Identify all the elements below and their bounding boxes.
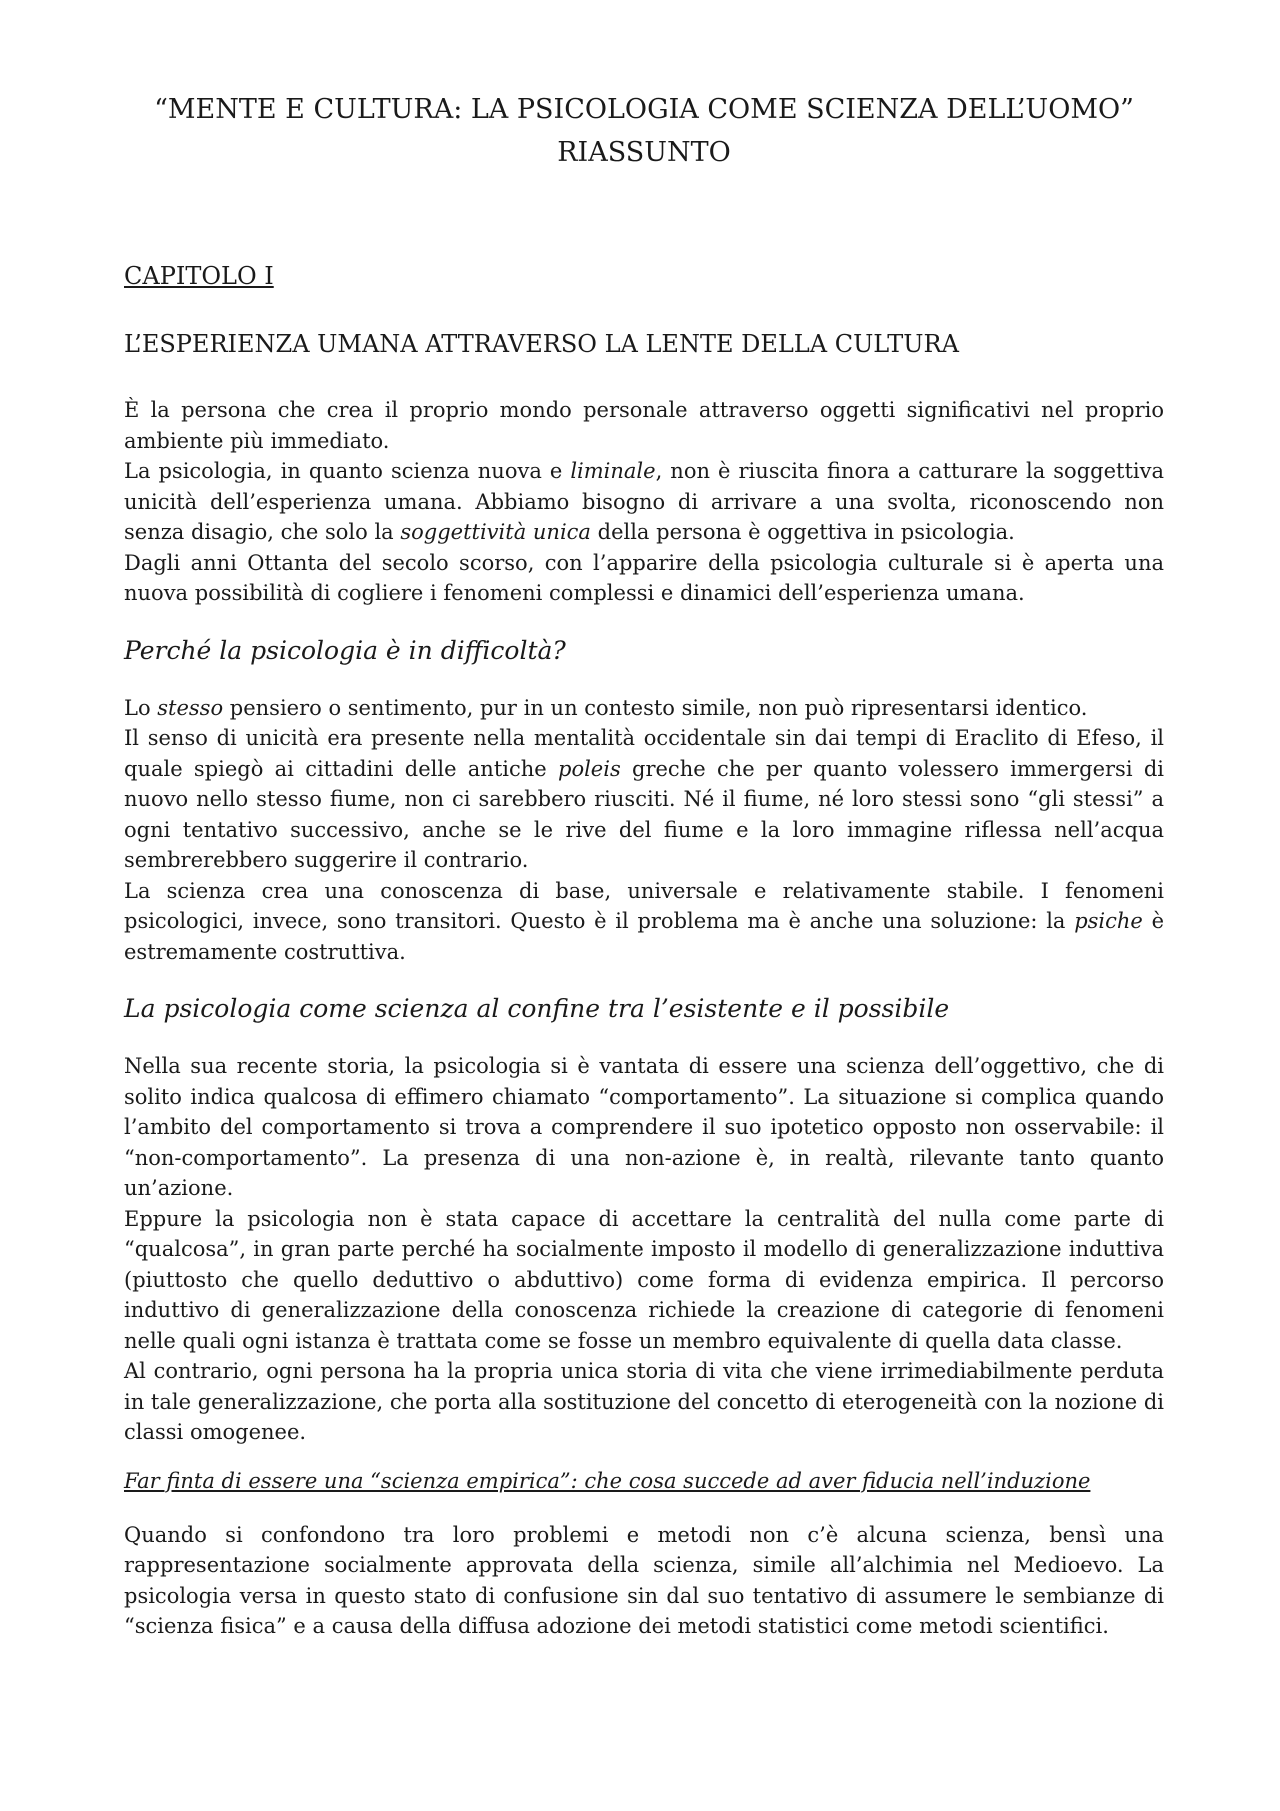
title-line-2: RIASSUNTO xyxy=(557,137,731,168)
text-run: è estremamente costruttiva. xyxy=(124,909,1164,964)
emphasis-psiche: psiche xyxy=(1074,909,1143,933)
confine-paragraph-2: Eppure la psicologia non è stata capace di accettare la centralità del nulla come parte di “qualcosa”, in gran parte perché ha socialmente imposto il modello di generalizzazione induttiva (piuttosto che quello deduttivo o abduttivo) come forma di evidenza empirica. Il percorso induttivo di generalizzazione della conoscenza richiede la creazione di categorie di fenomeni nelle quali ogni istanza è trattata come se fosse un membro equivalente di quella data classe. xyxy=(124,1206,1164,1353)
emphasis-liminale: liminale xyxy=(570,459,656,483)
subheading-finta: Far finta di essere una “scienza empirica”: che cosa succede ad aver fiducia nell’induzione xyxy=(124,1468,1091,1493)
confine-paragraph-3: Al contrario, ogni persona ha la propria unica storia di vita che viene irrimediabilmente perduta in tale generalizzazione, che porta alla sostituzione del concetto di eterogeneità con la nozione di classi omogenee. xyxy=(124,1359,1165,1444)
text-run: La scienza crea una conoscenza di base, universale e relativamente stabile. I fenomeni psicologici, invece, sono transitori. Questo è il problema ma è anche una soluzione: la xyxy=(124,878,1164,933)
text-run: La psicologia, in quanto scienza nuova e xyxy=(124,459,571,483)
intro-paragraph-2 xyxy=(124,456,1164,548)
difficolta-paragraph-1 xyxy=(124,693,1164,724)
finta-block xyxy=(124,1520,1164,1642)
text-run: pensiero o sentimento, pur in un contesto simile, non può ripresentarsi identico. xyxy=(223,695,1088,720)
document-title xyxy=(124,88,1164,174)
difficolta-block xyxy=(124,693,1164,968)
difficolta-paragraph-2 xyxy=(124,723,1164,876)
section-heading: L’ESPERIENZA UMANA ATTRAVERSO LA LENTE DELLA CULTURA xyxy=(124,330,959,358)
difficolta-paragraph-3 xyxy=(124,876,1164,968)
finta-paragraph-1: Quando si confondono tra loro problemi e metodi non c’è alcuna scienza, bensì una rappresentazione socialmente approvata della scienza, simile all’alchimia nel Medioevo. La psicologia versa in questo stato di confusione sin dal suo tentativo di assumere le sembianze di “scienza fisica” e a causa della diffusa adozione dei metodi statistici come metodi scientifici. xyxy=(124,1522,1164,1638)
intro-paragraph-1: È la persona che crea il proprio mondo personale attraverso oggetti significativi nel proprio ambiente più immediato. xyxy=(124,398,1164,453)
text-run: della persona è oggettiva in psicologia. xyxy=(590,520,1015,544)
text-run: , non è riuscita finora a catturare la soggettiva unicità dell’esperienza umana. Abbiamo bisogno di arrivare a una svolta, riconoscendo non senza disagio, che solo la xyxy=(124,459,1164,544)
chapter-heading: CAPITOLO I xyxy=(124,262,274,290)
text-run: greche che per quanto volessero immergersi di nuovo nello stesso fiume, non ci sarebbero riusciti. Né il fiume, né loro stessi sono “gli stessi” a ogni tentativo successivo, anche se le rive del fiume e la loro immagine riflessa nell’acqua sembrerebbero suggerire il contrario. xyxy=(124,756,1165,872)
confine-block xyxy=(124,1051,1164,1448)
emphasis-poleis: poleis xyxy=(558,756,621,781)
document-page xyxy=(124,88,1164,1642)
intro-paragraph-3: Dagli anni Ottanta del secolo scorso, con l’apparire della psicologia culturale si è aperta una nuova possibilità di cogliere i fenomeni complessi e dinamici dell’esperienza umana. xyxy=(124,550,1164,605)
intro-block xyxy=(124,395,1164,609)
emphasis-stesso: stesso xyxy=(157,695,224,720)
emphasis-soggettivita: soggettività unica xyxy=(400,520,591,544)
confine-paragraph-1: Nella sua recente storia, la psicologia si è vantata di essere una scienza dell’oggettivo, che di solito indica qualcosa di effimero chiamato “comportamento”. La situazione si complica quando l’ambito del comportamento si trova a comprendere il suo ipotetico opposto non osservabile: il “non-comportamento”. La presenza di una non-azione è, in realtà, rilevante tanto quanto un’azione. xyxy=(124,1054,1164,1200)
subheading-difficolta: Perché la psicologia è in difficoltà? xyxy=(124,635,566,665)
text-run: Il senso di unicità era presente nella mentalità occidentale sin dai tempi di Eraclito di Efeso, il quale spiegò ai cittadini delle antiche xyxy=(124,726,1164,781)
text-run: Lo xyxy=(124,695,158,720)
subheading-confine: La psicologia come scienza al confine tra l’esistente e il possibile xyxy=(124,994,950,1023)
title-line-1: “MENTE E CULTURA: LA PSICOLOGIA COME SCIENZA DELL’UOMO” xyxy=(154,94,1134,125)
